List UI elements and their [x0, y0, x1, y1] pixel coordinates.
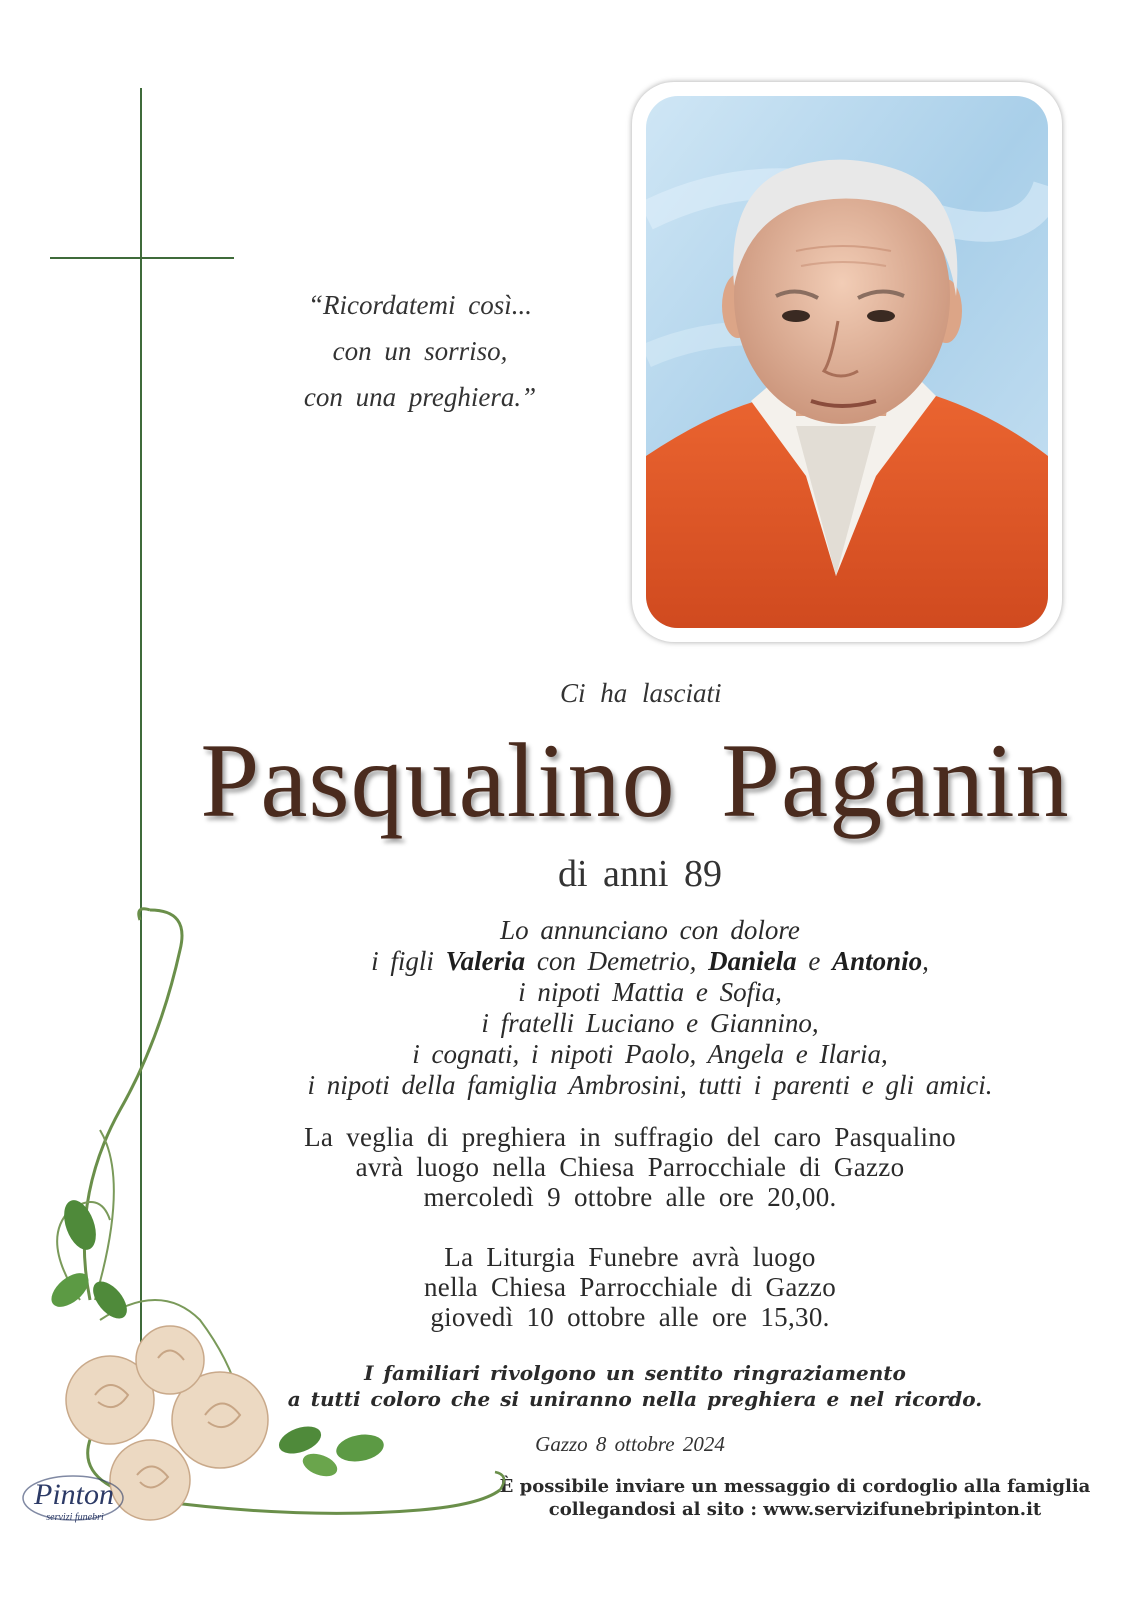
quote [250, 282, 590, 420]
announcement-line: i cognati, i nipoti Paolo, Angela e Ilaria, [412, 1039, 888, 1069]
vigil-line: La veglia di preghiera in suffragio del caro Pasqualino [304, 1122, 956, 1152]
announcement-line: i fratelli Luciano e Giannino, [481, 1008, 819, 1038]
logo-tagline: servizi funebri [46, 1512, 104, 1523]
quote-line: con un sorriso, [332, 336, 508, 366]
quote-line: “Ricordatemi così... [308, 290, 532, 320]
intro-text: Ci ha lasciati [560, 678, 722, 708]
age: di anni 89 [558, 853, 722, 895]
logo-name: Pinton [34, 1478, 114, 1511]
liturgy-line: La Liturgia Funebre avrà luogo [444, 1242, 816, 1272]
text-fragment: i figli [371, 946, 446, 976]
roses-illustration [0, 880, 520, 1540]
cross-icon-horizontal [50, 257, 234, 259]
vigil-line: avrà luogo nella Chiesa Parrocchiale di Gazzo [355, 1152, 905, 1182]
footer-website: collegandosi al sito : www.servizifunebripinton.it [548, 1499, 1042, 1520]
announcement-line: Lo annunciano con dolore [500, 915, 800, 945]
child-name: Antonio [832, 946, 923, 976]
vigil-line: mercoledì 9 ottobre alle ore 20,00. [423, 1182, 837, 1212]
child-name: Daniela [708, 946, 797, 976]
text-fragment: con Demetrio, [525, 946, 709, 976]
announcement-line: i nipoti della famiglia Ambrosini, tutti i parenti e gli amici. [307, 1070, 993, 1100]
quote-line: con una preghiera.” [303, 382, 537, 412]
announcement-line: i nipoti Mattia e Sofia, [518, 977, 782, 1007]
place-date: Gazzo 8 ottobre 2024 [535, 1432, 725, 1456]
thanks-line: I familiari rivolgono un sentito ringraziamento [364, 1361, 906, 1385]
liturgy-line: nella Chiesa Parrocchiale di Gazzo [423, 1272, 837, 1302]
deceased-name: Pasqualino Paganin [200, 722, 1070, 839]
thanks-line: a tutti coloro che si uniranno nella preghiera e nel ricordo. [287, 1387, 983, 1411]
condolence-footer [440, 1475, 1131, 1521]
text-fragment: e [796, 946, 833, 976]
child-name: Valeria [445, 946, 526, 976]
liturgy-line: giovedì 10 ottobre alle ore 15,30. [430, 1302, 830, 1332]
footer-line: È possibile inviare un messaggio di cordoglio alla famiglia [499, 1476, 1091, 1497]
portrait-photo [646, 96, 1048, 628]
text-fragment: , [922, 946, 929, 976]
